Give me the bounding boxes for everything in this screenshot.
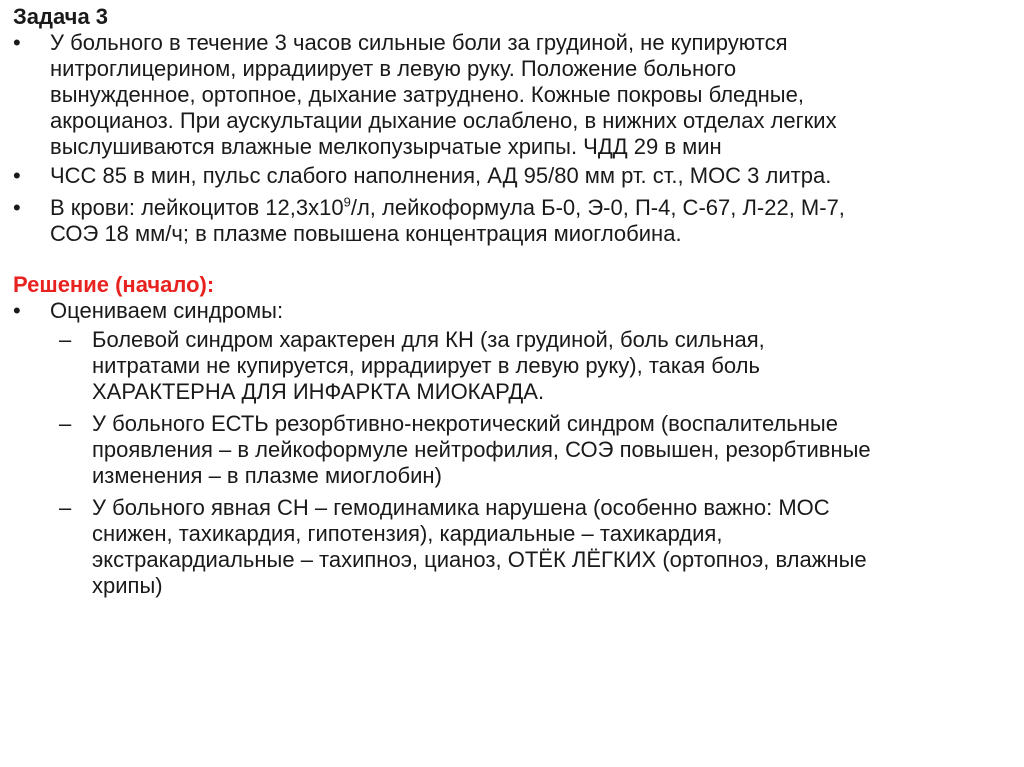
task-item-blood [13,195,1008,247]
text-line: У больного явная СН – гемодинамика нарушена (особенно важно: МОС [92,495,830,520]
text-line: снижен, тахикардия, гипотензия), кардиальные – тахикардия, [92,521,723,546]
dash-icon: – [59,327,72,352]
text-line: нитратами не купируется, иррадиирует в левую руку), такая боль [92,353,760,378]
syndrome-item-pain [50,327,1008,405]
task-title: Задача 3 [13,4,109,29]
text-segment: В крови: лейкоцитов 12,3х10 [50,195,344,220]
syndrome-item-necrotic [50,411,1008,489]
text-line: ЧСС 85 в мин, пульс слабого наполнения, АД 95/80 мм рт. ст., МОС 3 литра. [50,163,832,188]
bullet-icon: • [13,30,21,55]
text-line: Болевой синдром характерен для КН (за грудиной, боль сильная, [92,327,765,352]
task-item-symptoms [13,30,1008,160]
syndrome-item-heart-failure [50,495,1008,599]
bullet-icon: • [13,195,21,220]
bullet-icon: • [13,163,21,188]
solution-item [13,298,1008,599]
superscript: 9 [343,194,351,210]
text-line: вынужденное, ортопное, дыхание затруднено. Кожные покровы бледные, [50,82,804,107]
text-line: У больного ЕСТЬ резорбтивно-некротический синдром (воспалительные [92,411,838,436]
syndrome-list [13,327,1008,599]
task-list [13,30,1008,247]
task-item-hemodynamics [13,163,1008,189]
bullet-icon: • [13,298,21,323]
text-line: нитроглицерином, иррадиирует в левую руку. Положение больного [50,56,737,81]
text-line: акроцианоз. При аускультации дыхание ослаблено, в нижних отделах легких [50,108,837,133]
text-line: хрипы) [92,573,163,598]
text-segment: /л, лейкоформула Б-0, Э-0, П-4, С-67, Л-22, М-7, [350,195,845,220]
text-line: ХАРАКТЕРНА ДЛЯ ИНФАРКТА МИОКАРДА. [92,379,545,404]
solution-title: Решение (начало): [13,272,215,297]
text-line: СОЭ 18 мм/ч; в плазме повышена концентрация миоглобина. [50,221,682,246]
text-line: изменения – в плазме миоглобин) [92,463,442,488]
dash-icon: – [59,411,72,436]
text-line: экстракардиальные – тахипноэ, цианоз, ОТЁК ЛЁГКИХ (ортопноэ, влажные [92,547,867,572]
text-line: выслушиваются влажные мелкопузырчатые хрипы. ЧДД 29 в мин [50,134,722,159]
text-line: У больного в течение 3 часов сильные боли за грудиной, не купируются [50,30,788,55]
solution-list [13,298,1008,599]
solution-lead: Оцениваем синдромы: [50,298,284,323]
dash-icon: – [59,495,72,520]
text-line: проявления – в лейкоформуле нейтрофилия, СОЭ повышен, резорбтивные [92,437,871,462]
